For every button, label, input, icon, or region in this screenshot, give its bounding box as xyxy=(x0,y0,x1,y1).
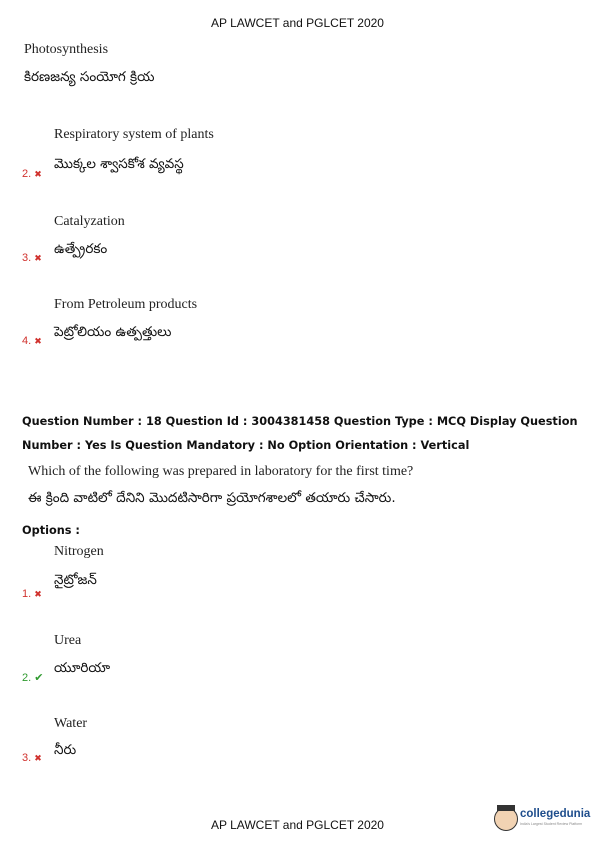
option-3-number xyxy=(22,752,42,764)
cross-icon: ✖ xyxy=(34,253,42,263)
cross-icon: ✖ xyxy=(34,753,42,763)
question-text-english: Which of the following was prepared in laboratory for the first time? xyxy=(28,464,414,479)
option-number: 1. xyxy=(22,588,32,600)
options-label: Options : xyxy=(22,524,80,537)
option-1-telugu: నైట్రోజన్ xyxy=(54,572,97,588)
prev-option-4-number xyxy=(22,335,42,347)
option-2-english: Urea xyxy=(54,633,82,648)
page-header: AP LAWCET and PGLCET 2020 xyxy=(211,16,384,30)
option-number: 4. xyxy=(22,335,32,347)
question-text-telugu: ఈ క్రింది వాటిలో దేనిని మొదటిసారిగా ప్రయోగశాలలో తయారు చేసారు. xyxy=(28,490,396,506)
option-1-english: Photosynthesis xyxy=(24,42,109,57)
option-1-telugu: కిరణజన్య సంయోగ క్రియ xyxy=(24,69,155,85)
collegedunia-logo xyxy=(494,805,594,833)
mascot-icon xyxy=(494,807,518,831)
option-1-english: Nitrogen xyxy=(54,544,104,559)
option-1-number xyxy=(22,588,42,600)
prev-option-2-english: Respiratory system of plants xyxy=(54,127,214,142)
option-3-telugu: నీరు xyxy=(54,742,77,758)
question-info-line-2: Number : Yes Is Question Mandatory : No Option Orientation : Vertical xyxy=(22,439,470,452)
option-number: 2. xyxy=(22,168,32,180)
prev-option-2-telugu: మొక్కల శ్వాసకోశ వ్యవస్థ xyxy=(54,156,184,172)
question-info-line-1: Question Number : 18 Question Id : 3004381458 Question Type : MCQ Display Question xyxy=(22,415,578,428)
check-icon: ✔ xyxy=(34,672,44,684)
page-footer: AP LAWCET and PGLCET 2020 xyxy=(211,818,384,832)
option-number: 3. xyxy=(22,252,32,264)
prev-option-3-telugu: ఉత్ప్రేరకం xyxy=(54,241,108,257)
logo-tagline: India's Largest Student Review Platform xyxy=(520,822,583,826)
prev-option-3-english: Catalyzation xyxy=(54,214,125,229)
cross-icon: ✖ xyxy=(34,169,42,179)
cross-icon: ✖ xyxy=(34,336,42,346)
logo-name: collegedunia xyxy=(520,808,591,820)
cross-icon: ✖ xyxy=(34,589,42,599)
prev-option-3-number xyxy=(22,252,42,264)
prev-option-4-english: From Petroleum products xyxy=(54,297,198,312)
option-3-english: Water xyxy=(54,716,88,731)
prev-option-4-telugu: పెట్రోలియం ఉత్పత్తులు xyxy=(54,324,172,340)
option-number: 2. xyxy=(22,672,32,684)
option-number: 3. xyxy=(22,752,32,764)
option-2-number xyxy=(22,671,43,684)
option-2-telugu: యూరియా xyxy=(54,660,111,676)
prev-option-2-number xyxy=(22,168,42,180)
